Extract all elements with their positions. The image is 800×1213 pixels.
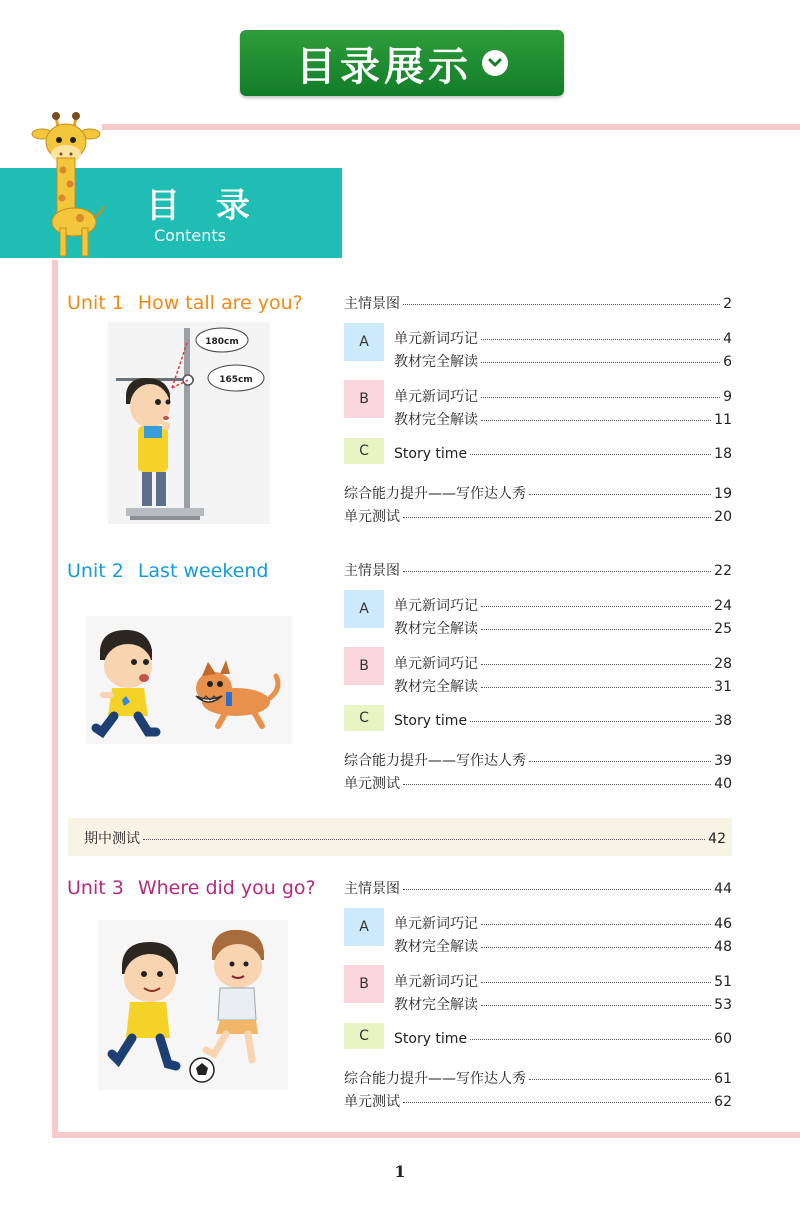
section-a-badge: A [344, 590, 384, 628]
leader-dots [481, 362, 720, 363]
leader-dots [481, 339, 720, 340]
midterm-page: 42 [708, 831, 726, 847]
leader-dots [403, 1102, 711, 1103]
toc-entry-a2[interactable] [394, 936, 732, 956]
toc-entry-label: 综合能力提升——写作达人秀 [344, 1071, 526, 1087]
toc-entry-label: 单元新词巧记 [394, 598, 478, 614]
toc-entry-c1[interactable] [394, 446, 732, 462]
section-c-badge: C [344, 1023, 384, 1049]
toc-entry-label: 教材完全解读 [394, 354, 478, 370]
section-c-badge: C [344, 705, 384, 731]
toc-entry-page: 40 [714, 776, 732, 792]
frame-left-border [52, 260, 58, 1138]
toc-entry-page: 4 [723, 331, 732, 347]
toc-entry-page: 39 [714, 753, 732, 769]
frame-top-border [102, 124, 800, 130]
leader-dots [470, 1039, 711, 1040]
banner-title: 目录展示 [296, 43, 472, 90]
leader-dots [470, 721, 711, 722]
toc-entry-page: 19 [714, 486, 732, 502]
toc-entry-label: 单元测试 [344, 509, 400, 525]
toc-entry-page: 48 [714, 939, 732, 955]
toc-entry-label: 教材完全解读 [394, 621, 478, 637]
unit-1-entries [344, 0, 732, 1]
toc-entry-page: 31 [714, 679, 732, 695]
toc-entry-test[interactable] [344, 506, 732, 526]
bubble-165cm: 165cm [219, 375, 253, 385]
unit-3-title[interactable] [67, 877, 316, 899]
midterm-label: 期中测试 [84, 831, 140, 847]
toc-entry-page: 60 [714, 1031, 732, 1047]
toc-entry-page: 25 [714, 621, 732, 637]
toc-entry-a2[interactable] [394, 618, 732, 638]
unit-2-name: Last weekend [137, 560, 269, 582]
toc-entry-page: 18 [714, 446, 732, 462]
toc-entry-label: 教材完全解读 [394, 679, 478, 695]
giraffe-mascot-icon [30, 112, 110, 258]
toc-entry-b2[interactable] [394, 676, 732, 696]
toc-entry-scene[interactable] [344, 560, 732, 580]
toc-entry-page: 6 [723, 354, 732, 370]
leader-dots [481, 420, 711, 421]
toc-entry-c1[interactable] [394, 1031, 732, 1047]
leader-dots [403, 889, 711, 890]
toc-entry-page: 11 [714, 412, 732, 428]
toc-entry-a1[interactable] [394, 328, 732, 348]
toc-entry-scene[interactable] [344, 878, 732, 898]
toc-entry-page: 53 [714, 997, 732, 1013]
toc-entry-label: 单元测试 [344, 1094, 400, 1110]
toc-entry-page: 61 [714, 1071, 732, 1087]
toc-entry-page: 51 [714, 974, 732, 990]
toc-entry-label: 主情景图 [344, 881, 400, 897]
unit-1-illustration [108, 322, 270, 524]
toc-entry-a1[interactable] [394, 913, 732, 933]
unit-2-label: Unit 2 [67, 560, 124, 582]
toc-entry-label: 主情景图 [344, 296, 400, 312]
leader-dots [529, 1079, 711, 1080]
unit-3-name: Where did you go? [137, 877, 316, 899]
toc-entry-a1[interactable] [394, 595, 732, 615]
toc-entry-label: Story time [394, 713, 468, 729]
leader-dots [403, 571, 711, 572]
contents-subtitle: Contents [154, 226, 226, 245]
leader-dots [470, 454, 711, 455]
toc-entry-label: 单元新词巧记 [394, 916, 478, 932]
leader-dots [481, 606, 711, 607]
toc-entry-label: Story time [394, 446, 468, 462]
toc-entry-scene[interactable] [344, 293, 732, 313]
toc-entry-label: 单元新词巧记 [394, 974, 478, 990]
toc-entry-page: 38 [714, 713, 732, 729]
toc-entry-label: 单元测试 [344, 776, 400, 792]
toc-entry-b1[interactable] [394, 971, 732, 991]
toc-entry-a2[interactable] [394, 351, 732, 371]
toc-entry-label: 主情景图 [344, 563, 400, 579]
toc-entry-label: 教材完全解读 [394, 997, 478, 1013]
unit-3-label: Unit 3 [67, 877, 124, 899]
unit-1-name: How tall are you? [137, 292, 303, 314]
toc-entry-writing[interactable] [344, 750, 732, 770]
toc-entry-b1[interactable] [394, 653, 732, 673]
leader-dots [403, 304, 720, 305]
unit-1-label: Unit 1 [67, 292, 124, 314]
toc-entry-c1[interactable] [394, 713, 732, 729]
toc-entry-page: 2 [723, 296, 732, 312]
toc-entry-label: 单元新词巧记 [394, 656, 478, 672]
toc-entry-page: 22 [714, 563, 732, 579]
leader-dots [481, 629, 711, 630]
leader-dots [481, 982, 711, 983]
top-banner [240, 30, 564, 96]
toc-entry-page: 24 [714, 598, 732, 614]
toc-entry-label: 教材完全解读 [394, 412, 478, 428]
leader-dots [481, 397, 720, 398]
unit-2-illustration [86, 616, 292, 744]
toc-entry-label: 教材完全解读 [394, 939, 478, 955]
leader-dots [403, 784, 711, 785]
toc-entry-label: Story time [394, 1031, 468, 1047]
toc-entry-page: 62 [714, 1094, 732, 1110]
toc-entry-label: 综合能力提升——写作达人秀 [344, 486, 526, 502]
leader-dots [529, 494, 711, 495]
unit-1-title[interactable] [67, 292, 303, 314]
toc-entry-test[interactable] [344, 773, 732, 793]
toc-entry-b1[interactable] [394, 386, 732, 406]
toc-entry-writing[interactable] [344, 1068, 732, 1088]
section-b-badge: B [344, 965, 384, 1003]
leader-dots [529, 761, 711, 762]
leader-dots [481, 687, 711, 688]
midterm-row[interactable] [68, 818, 732, 856]
toc-entry-page: 28 [714, 656, 732, 672]
toc-entry-page: 9 [723, 389, 732, 405]
toc-entry-page: 44 [714, 881, 732, 897]
leader-dots [481, 947, 711, 948]
leader-dots [481, 924, 711, 925]
contents-title: 目 录 [146, 186, 262, 226]
toc-entry-writing[interactable] [344, 483, 732, 503]
leader-dots [143, 839, 705, 840]
section-a-badge: A [344, 908, 384, 946]
chevron-down-icon[interactable] [482, 50, 508, 76]
section-b-badge: B [344, 647, 384, 685]
unit-2-title[interactable] [67, 560, 268, 582]
unit-3-illustration [98, 920, 288, 1090]
section-c-badge: C [344, 438, 384, 464]
frame-bottom-border [52, 1132, 800, 1138]
leader-dots [403, 517, 711, 518]
toc-entry-b2[interactable] [394, 994, 732, 1014]
bubble-180cm: 180cm [205, 337, 239, 347]
toc-entry-label: 单元新词巧记 [394, 389, 478, 405]
leader-dots [481, 664, 711, 665]
section-a-badge: A [344, 323, 384, 361]
toc-entry-b2[interactable] [394, 409, 732, 429]
page-number: 1 [394, 1162, 406, 1181]
toc-entry-page: 46 [714, 916, 732, 932]
toc-entry-test[interactable] [344, 1091, 732, 1111]
leader-dots [481, 1005, 711, 1006]
toc-entry-label: 单元新词巧记 [394, 331, 478, 347]
section-b-badge: B [344, 380, 384, 418]
toc-entry-label: 综合能力提升——写作达人秀 [344, 753, 526, 769]
toc-entry-page: 20 [714, 509, 732, 525]
